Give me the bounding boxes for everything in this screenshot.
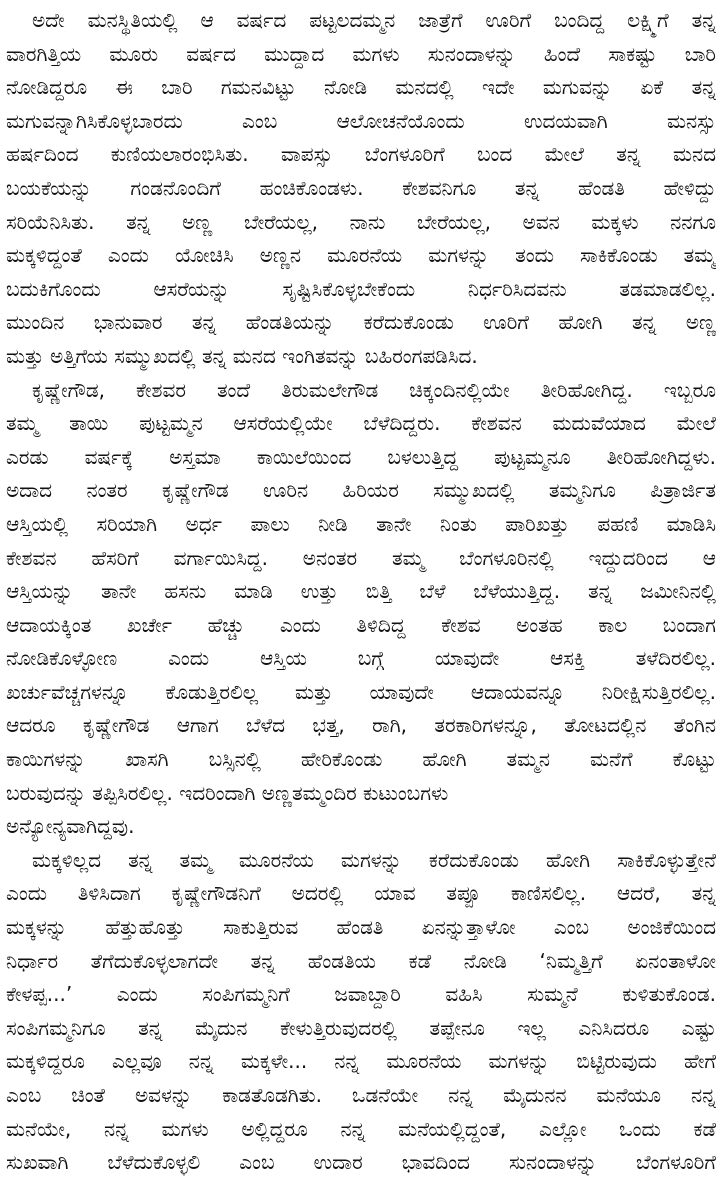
text-line: ಮಕ್ಕಳಿದ್ದಂತೆ ಎಂದು ಯೋಚಿಸಿ ಅಣ್ಣನ ಮೂರನೆಯ ಮಗಳನ್ನು ತಂದು ಸಾಕಿಕೊಂಡು ತಮ್ಮ (6, 243, 716, 268)
text-line: ಸುಖವಾಗಿ ಬೆಳೆದುಕೊಳ್ಳಲಿ ಎಂಬ ಉದಾರ ಭಾವದಿಂದ ಸುನಂದಾಳನ್ನು ಬೆಂಗಳೂರಿಗೆ (6, 1150, 716, 1175)
text-line: ಸರಿಯೆನಿಸಿತು. ತನ್ನ ಅಣ್ಣ ಬೇರೆಯಲ್ಲ, ನಾನು ಬೇರೆಯಲ್ಲ, ಅವನ ಮಕ್ಕಳು ನನಗೂ (6, 209, 716, 234)
text-line: ಎಂಬ ಚಿಂತೆ ಅವಳನ್ನು ಕಾಡತೊಡಗಿತು. ಒಡನೆಯೇ ನನ್ನ ಮೈದುನನ ಮನೆಯೂ ನನ್ನ (6, 1083, 716, 1107)
text-line: ಎರಡು ವರ್ಷಕ್ಕೆ ಅಸ್ತಮಾ ಕಾಯಿಲೆಯಿಂದ ಬಳಲುತ್ತಿದ್ದ ಪುಟ್ಟಮ್ಮನೂ ತೀರಿಹೋಗಿದ್ದಳು. (6, 444, 716, 469)
text-line: ಮನೆಯೇ, ನನ್ನ ಮಗಳು ಅಲ್ಲಿದ್ದರೂ ನನ್ನ ಮನೆಯಲ್ಲಿದ್ದಂತೆ, ಎಲ್ಲೋ ಒಂದು ಕಡೆ (6, 1116, 716, 1141)
text-line: ಮಕ್ಕಳಿದ್ದರೂ ಎಲ್ಲವೂ ನನ್ನ ಮಕ್ಕಳೇ... ನನ್ನ ಮೂರನೆಯ ಮಗಳನ್ನು ಬಿಟ್ಟಿರುವುದು ಹೇಗೆ (6, 1049, 716, 1074)
text-line: ಅದೇ ಮನಸ್ಥಿತಿಯಲ್ಲಿ ಆ ವರ್ಷದ ಪಟ್ಟಲದಮ್ಮನ ಜಾತ್ರೆಗೆ ಊರಿಗೆ ಬಂದಿದ್ದ ಲಕ್ಷ್ಮಿಗೆ ತನ್ನ (32, 8, 716, 32)
text-line: ಕೇಳಪ್ಪ...’ ಎಂದು ಸಂಪಿಗಮ್ಮನಿಗೆ ಜವಾಬ್ದಾರಿ ವಹಿಸಿ ಸುಮ್ಮನೆ ಕುಳಿತುಕೊಂಡ. (6, 982, 716, 1007)
text-line: ಅನ್ಯೋನ್ಯವಾಗಿದ್ದವು. (6, 814, 135, 839)
text-line: ಆಸ್ತಿಯಲ್ಲಿ ಸರಿಯಾಗಿ ಅರ್ಧ ಪಾಲು ನೀಡಿ ತಾನೇ ನಿಂತು ಪಾರಿಖತ್ತು ಪಹಣಿ ಮಾಡಿಸಿ (6, 511, 716, 536)
text-line: ಹರ್ಷದಿಂದ ಕುಣಿಯಲಾರಂಭಿಸಿತು. ವಾಪಸ್ಸು ಬೆಂಗಳೂರಿಗೆ ಬಂದ ಮೇಲೆ ತನ್ನ ಮನದ (6, 142, 716, 167)
text-line: ಖರ್ಚುವೆಚ್ಚಗಳನ್ನೂ ಕೊಡುತ್ತಿರಲಿಲ್ಲ ಮತ್ತು ಯಾವುದೇ ಆದಾಯವನ್ನೂ ನಿರೀಕ್ಷಿಸುತ್ತಿರಲಿಲ್ಲ. (6, 679, 716, 704)
text-line: ಮಕ್ಕಳಿಲ್ಲದ ತನ್ನ ತಮ್ಮ ಮೂರನೆಯ ಮಗಳನ್ನು ಕರೆದುಕೊಂಡು ಹೋಗಿ ಸಾಕಿಕೊಳ್ಳುತ್ತೇನೆ (32, 847, 716, 872)
text-line: ಮಕ್ಕಳನ್ನು ಹೆತ್ತುಹೊತ್ತು ಸಾಕುತ್ತಿರುವ ಹೆಂಡತಿ ಏನನ್ನುತ್ತಾಳೋ ಎಂಬ ಅಂಜಿಕೆಯಿಂದ (6, 915, 716, 940)
text-line: ಅದಾದ ನಂತರ ಕೃಷ್ಣೇಗೌಡ ಊರಿನ ಹಿರಿಯರ ಸಮ್ಮುಖದಲ್ಲಿ ತಮ್ಮನಿಗೂ ಪಿತ್ರಾರ್ಜಿತ (6, 478, 716, 503)
text-line: ಸಂಪಿಗಮ್ಮನಿಗೂ ತನ್ನ ಮೈದುನ ಕೇಳುತ್ತಿರುವುದರಲ್ಲಿ ತಪ್ಪೇನೂ ಇಲ್ಲ ಎನಿಸಿದರೂ ಎಷ್ಟು (6, 1015, 716, 1040)
text-line: ಆಸ್ತಿಯನ್ನು ತಾನೇ ಹಸನು ಮಾಡಿ ಉತ್ತು ಬಿತ್ತಿ ಬೆಳೆ ಬೆಳೆಯುತ್ತಿದ್ದ. ತನ್ನ ಜಮೀನಿನಲ್ಲಿ (6, 579, 716, 604)
text-line: ಬದುಕಿಗೊಂದು ಆಸರೆಯನ್ನು ಸೃಷ್ಟಿಸಿಕೊಳ್ಳಬೇಕೆಂದು ನಿರ್ಧರಿಸಿದವನು ತಡಮಾಡಲಿಲ್ಲ. (6, 276, 716, 301)
text-line: ಎಂದು ತಿಳಿಸಿದಾಗ ಕೃಷ್ಣೇಗೌಡನಿಗೆ ಅದರಲ್ಲಿ ಯಾವ ತಪ್ಪೂ ಕಾಣಿಸಲಿಲ್ಲ. ಆದರೆ, ತನ್ನ (6, 881, 716, 906)
text-line: ವಾರಗಿತ್ತಿಯ ಮೂರು ವರ್ಷದ ಮುದ್ದಾದ ಮಗಳು ಸುನಂದಾಳನ್ನು ಹಿಂದೆ ಸಾಕಷ್ಟು ಬಾರಿ (6, 41, 716, 66)
text-line: ಆದಾಯಕ್ಕಿಂತ ಖರ್ಚೇ ಹೆಚ್ಚು ಎಂದು ತಿಳಿದಿದ್ದ ಕೇಶವ ಅಂತಹ ಕಾಲ ಬಂದಾಗ (6, 612, 716, 637)
text-line: ತಮ್ಮ ತಾಯಿ ಪುಟ್ಟಮ್ಮನ ಆಸರೆಯಲ್ಲಿಯೇ ಬೆಳೆದಿದ್ದರು. ಕೇಶವನ ಮದುವೆಯಾದ ಮೇಲೆ (6, 411, 716, 436)
text-line: ನಿರ್ಧಾರ ತೆಗೆದುಕೊಳ್ಳಲಾಗದೇ ತನ್ನ ಹೆಂಡತಿಯ ಕಡೆ ನೋಡಿ ‘ನಿಮ್ಮತ್ತಿಗೆ ಏನಂತಾಳೋ (6, 948, 716, 973)
text-line: ಕೇಶವನ ಹೆಸರಿಗೆ ವರ್ಗಾಯಿಸಿದ್ದ. ಅನಂತರ ತಮ್ಮ ಬೆಂಗಳೂರಿನಲ್ಲಿ ಇದ್ದುದರಿಂದ ಆ (6, 545, 716, 570)
text-line: ನೋಡಿಕೊಳ್ಳೋಣ ಎಂದು ಆಸ್ತಿಯ ಬಗ್ಗೆ ಯಾವುದೇ ಆಸಕ್ತಿ ತಳೆದಿರಲಿಲ್ಲ. (6, 646, 716, 671)
text-line: ಮಗುವನ್ನಾಗಿಸಿಕೊಳ್ಳಬಾರದು ಎಂಬ ಆಲೋಚನೆಯೊಂದು ಉದಯವಾಗಿ ಮನಸ್ಸು (6, 108, 716, 133)
text-line: ಮತ್ತು ಅತ್ತಿಗೆಯ ಸಮ್ಮುಖದಲ್ಲಿ ತನ್ನ ಮನದ ಇಂಗಿತವನ್ನು ಬಹಿರಂಗಪಡಿಸಿದ. (6, 343, 478, 368)
text-line: ಬರುವುದನ್ನು ತಪ್ಪಿಸಿರಲಿಲ್ಲ. ಇದರಿಂದಾಗಿ ಅಣ್ಣತಮ್ಮಂದಿರ ಕುಟುಂಬಗಳು (6, 780, 449, 805)
text-line: ಕಾಯಿಗಳನ್ನು ಖಾಸಗಿ ಬಸ್ಸಿನಲ್ಲಿ ಹೇರಿಕೊಂಡು ಹೋಗಿ ತಮ್ಮನ ಮನೆಗೆ ಕೊಟ್ಟು (6, 747, 716, 772)
text-line: ಬಯಕೆಯನ್ನು ಗಂಡನೊಂದಿಗೆ ಹಂಚಿಕೊಂಡಳು. ಕೇಶವನಿಗೂ ತನ್ನ ಹೆಂಡತಿ ಹೇಳಿದ್ದು (6, 175, 716, 200)
text-line: ಕೃಷ್ಣೇಗೌಡ, ಕೇಶವರ ತಂದೆ ತಿರುಮಲೇಗೌಡ ಚಿಕ್ಕಂದಿನಲ್ಲಿಯೇ ತೀರಿಹೋಗಿದ್ದ. ಇಬ್ಬರೂ (32, 377, 716, 402)
text-line: ಮುಂದಿನ ಭಾನುವಾರ ತನ್ನ ಹೆಂಡತಿಯನ್ನು ಕರೆದುಕೊಂಡು ಊರಿಗೆ ಹೋಗಿ ತನ್ನ ಅಣ್ಣ (6, 310, 716, 335)
text-line: ನೋಡಿದ್ದರೂ ಈ ಬಾರಿ ಗಮನವಿಟ್ಟು ನೋಡಿ ಮನದಲ್ಲಿ ಇದೇ ಮಗುವನ್ನು ಏಕೆ ತನ್ನ (6, 75, 716, 100)
text-line: ಆದರೂ ಕೃಷ್ಣೇಗೌಡ ಆಗಾಗ ಬೆಳೆದ ಭತ್ತ, ರಾಗಿ, ತರಕಾರಿಗಳನ್ನೂ, ತೋಟದಲ್ಲಿನ ತೆಂಗಿನ (6, 713, 716, 738)
